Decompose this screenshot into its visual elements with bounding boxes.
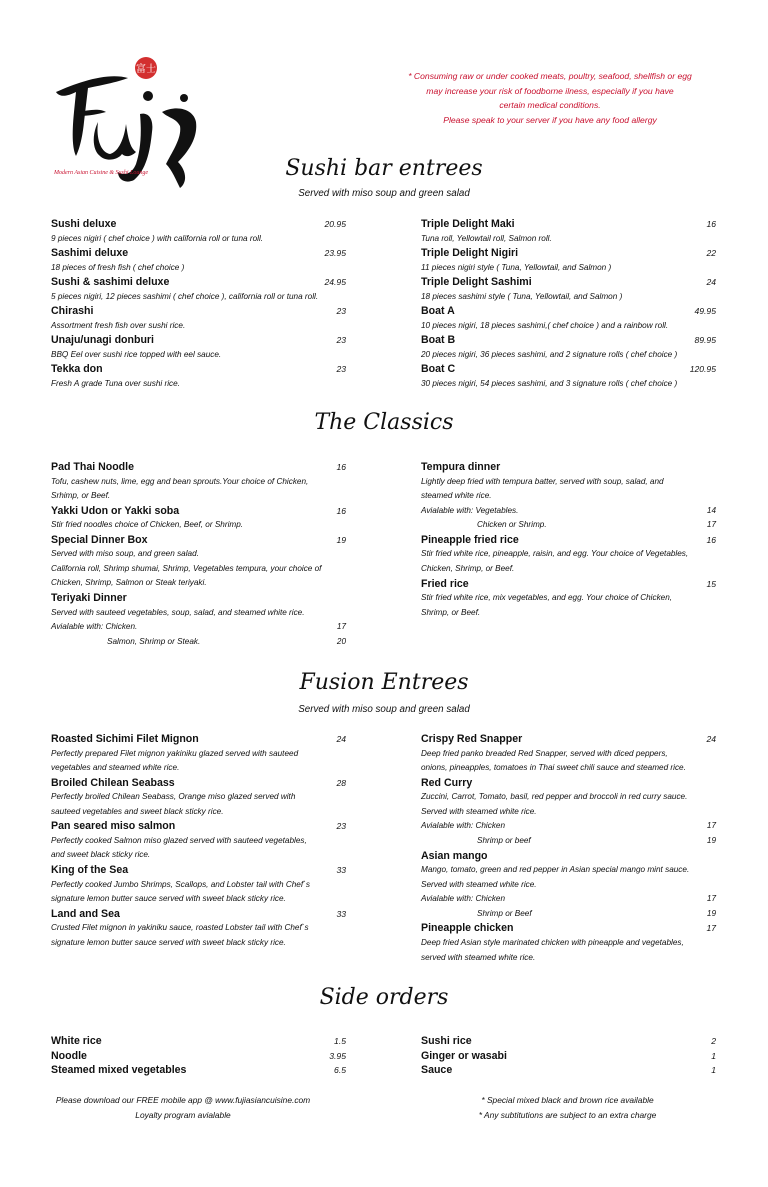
menu-item-price: 16	[706, 534, 716, 545]
menu-item	[421, 1049, 716, 1064]
menu-item-description: Chicken, Shrimp, Salmon or Steak teriyaki.	[51, 578, 207, 588]
menu-item	[421, 333, 716, 362]
menu-item-name: Sauce	[421, 1064, 453, 1076]
menu-item-option	[421, 819, 716, 834]
menu-item-option	[51, 635, 346, 650]
menu-item	[51, 460, 346, 504]
menu-item	[421, 732, 716, 776]
menu-item-description: Served with miso soup, and green salad.	[51, 549, 199, 559]
menu-item	[51, 362, 346, 391]
menu-item-option	[421, 518, 716, 533]
menu-item-description: Crusted Filet mignon in yakiniku sauce, roasted Lobster tail with Chef`s	[51, 923, 309, 933]
menu-item-name: Pineapple chicken	[421, 922, 514, 935]
menu-item	[51, 819, 346, 863]
fusion-right-column	[421, 732, 716, 965]
menu-item-description: BBQ Eel over sushi rice topped with eel sauce.	[51, 349, 222, 359]
menu-item-price: 23.95	[324, 248, 346, 259]
menu-item-description: California roll, Shrimp shumai, Shrimp, Vegetables tempura, your choice of	[51, 563, 322, 573]
allergy-warning	[405, 69, 695, 127]
footer-line: Loyalty program avialable	[135, 1110, 231, 1120]
menu-item	[51, 776, 346, 820]
footer-line: * Any subtitutions are subject to an extra charge	[478, 1110, 657, 1120]
menu-item	[421, 362, 716, 391]
menu-item-name: Teriyaki Dinner	[51, 592, 127, 605]
menu-item	[51, 217, 346, 246]
menu-item	[51, 533, 346, 591]
menu-item	[51, 504, 346, 533]
menu-item-name: Steamed mixed vegetables	[51, 1064, 187, 1076]
menu-item-price: 1	[711, 1065, 716, 1075]
menu-item-price: 6.5	[334, 1065, 346, 1075]
menu-item-price: 23	[336, 335, 346, 346]
option-label: Avialable with: Chicken	[421, 821, 506, 831]
option-price: 17	[336, 622, 346, 632]
option-price: 20	[336, 636, 346, 646]
section-subtitle-fusion: Served with miso soup and green salad	[298, 704, 470, 715]
menu-item	[51, 333, 346, 362]
menu-item	[421, 849, 716, 922]
menu-item-price: 120.95	[689, 364, 716, 375]
menu-item-price: 15	[706, 578, 716, 589]
menu-item-price: 33	[336, 908, 346, 919]
menu-item-name: Broiled Chilean Seabass	[51, 776, 175, 789]
warning-line: * Consuming raw or under cooked meats, poultry, seafood, shellfish or egg	[408, 71, 692, 81]
menu-item-description: Served with sauteed vegetables, soup, salad, and steamed white rice.	[51, 607, 305, 617]
menu-item	[51, 246, 346, 275]
option-price: 17	[706, 894, 716, 904]
menu-item	[51, 1049, 346, 1064]
menu-item-name: Boat B	[421, 334, 456, 347]
menu-item-name: Tekka don	[51, 363, 103, 376]
sides-left-column	[51, 1034, 346, 1078]
menu-item-description: Perfectly prepared Filet mignon yakiniku glazed served with sauteed	[51, 748, 299, 758]
option-price: 19	[706, 908, 716, 918]
menu-item-price: 22	[706, 248, 716, 259]
menu-item-description: steamed white rice.	[421, 491, 492, 501]
menu-item-price: 3.95	[329, 1050, 346, 1061]
menu-item	[421, 304, 716, 333]
section-title-classics: The Classics	[314, 410, 454, 435]
menu-item-price: 23	[336, 821, 346, 832]
option-label: Avialable with: Chicken	[421, 894, 506, 904]
menu-item-description: 11 pieces nigiri style ( Tuna, Yellowtail, and Salmon )	[421, 262, 612, 272]
menu-item-description: 30 pieces nigiri, 54 pieces sashimi, and 3 signature rolls ( chef choice )	[421, 378, 678, 388]
menu-item-description: 5 pieces nigiri, 12 pieces sashimi ( chef choice ), california roll or tuna roll.	[51, 291, 319, 301]
menu-item	[421, 246, 716, 275]
menu-item-name: Land and Sea	[51, 907, 120, 920]
menu-item-option	[421, 504, 716, 519]
sushi-bar-left-column	[51, 217, 346, 392]
menu-item-price: 28	[336, 777, 346, 788]
option-label: Avialable with: Chicken.	[51, 622, 138, 632]
menu-item-description: 9 pieces nigiri ( chef choice ) with california roll or tuna roll.	[51, 233, 264, 243]
menu-item-price: 33	[336, 865, 346, 876]
menu-item	[51, 304, 346, 333]
menu-item-description: and sweet black sticky rice.	[51, 850, 151, 860]
menu-item-description: 18 pieces of fresh fish ( chef choice )	[51, 262, 185, 272]
menu-item-name: Boat A	[421, 305, 455, 318]
menu-item	[421, 921, 716, 965]
option-label: Chicken or Shrimp.	[477, 520, 547, 530]
footer-app-note	[40, 1093, 326, 1123]
menu-item-name: Triple Delight Sashimi	[421, 276, 532, 289]
warning-line: certain medical conditions.	[499, 100, 601, 110]
classics-left-column	[51, 460, 346, 649]
menu-item-description: Served with steamed white rice.	[421, 806, 537, 816]
section-title-sushi-bar: Sushi bar entrees	[285, 156, 483, 181]
menu-item-price: 89.95	[694, 335, 716, 346]
menu-item-name: Sushi deluxe	[51, 218, 117, 230]
menu-item-description: 20 pieces nigiri, 36 pieces sashimi, and 2 signature rolls ( chef choice )	[421, 349, 678, 359]
menu-item	[421, 460, 716, 533]
menu-item-name: Yakki Udon or Yakki soba	[51, 504, 180, 517]
menu-item-name: Triple Delight Nigiri	[421, 247, 519, 260]
menu-item-name: Noodle	[51, 1049, 87, 1062]
menu-item-name: Ginger or wasabi	[421, 1049, 507, 1062]
menu-item-description: Stir fried white rice, pineapple, raisin, and egg. Your choice of Vegetables,	[421, 549, 689, 559]
menu-item-name: Special Dinner Box	[51, 533, 148, 546]
menu-item-description: signature lemon butter sauce served with sweet black sticky rice.	[51, 894, 286, 904]
menu-item-option	[421, 907, 716, 922]
menu-item-description: Chicken, Shrimp, or Beef.	[421, 563, 515, 573]
svg-text:富士: 富士	[136, 64, 156, 75]
option-label: Avialable with: Vegetables.	[421, 505, 519, 515]
section-title-sides: Side orders	[319, 985, 449, 1010]
menu-item-description: Shrimp, or Beef.	[421, 607, 481, 617]
footer-rice-note	[425, 1093, 710, 1123]
menu-item-price: 49.95	[694, 306, 716, 317]
menu-item-name: White rice	[51, 1035, 102, 1047]
menu-item-name: Pad Thai Noodle	[51, 461, 134, 473]
menu-item-option	[51, 620, 346, 635]
option-price: 19	[706, 835, 716, 845]
section-title-fusion: Fusion Entrees	[299, 670, 469, 695]
menu-item-description: Perfectly broiled Chilean Seabass, Orange miso glazed served with	[51, 792, 296, 802]
menu-item-description: Stir fried white rice, mix vegetables, and egg. Your choice of Chicken,	[421, 593, 673, 603]
menu-item-price: 20.95	[324, 219, 346, 229]
footer-line: Please download our FREE mobile app @ www.fujiasiancuisine.com	[55, 1095, 311, 1105]
menu-item-name: Pan seared miso salmon	[51, 820, 176, 833]
menu-item-price: 24.95	[324, 277, 346, 288]
menu-item	[51, 907, 346, 951]
menu-item-price: 24	[706, 734, 716, 744]
sides-right-column	[421, 1034, 716, 1078]
menu-item-description: Assortment fresh fish over sushi rice.	[51, 320, 186, 330]
menu-item	[421, 275, 716, 304]
menu-item-description: 18 pieces sashimi style ( Tuna, Yellowtail, and Salmon )	[421, 291, 623, 301]
menu-item	[51, 732, 346, 776]
menu-item	[421, 533, 716, 577]
menu-item-description: Deep fried panko breaded Red Snapper, served with diced peppers,	[421, 748, 668, 758]
menu-item-price: 24	[336, 734, 346, 744]
option-label: Salmon, Shrimp or Steak.	[107, 636, 201, 646]
menu-item	[421, 1063, 716, 1078]
menu-item-name: King of the Sea	[51, 864, 129, 877]
menu-item-description: signature lemon butter sauce served with sweet black sticky rice.	[51, 937, 286, 947]
menu-item-price: 16	[336, 505, 346, 516]
menu-item-description: onions, pineapples, tomatoes in Thai sweet chili sauce and steamed rice.	[421, 763, 686, 773]
menu-item	[421, 776, 716, 849]
menu-item-name: Roasted Sichimi Filet Mignon	[51, 733, 199, 745]
option-label: Shrimp or Beef	[477, 908, 532, 918]
menu-item-name: Sashimi deluxe	[51, 247, 129, 260]
menu-item-option	[421, 834, 716, 849]
menu-item-name: Red Curry	[421, 776, 473, 789]
warning-line: may increase your risk of foodborne ilness, especially if you have	[426, 85, 674, 96]
menu-item	[421, 1034, 716, 1049]
menu-item-name: Pineapple fried rice	[421, 533, 519, 546]
menu-item-description: Tuna roll, Yellowtail roll, Salmon roll.	[421, 233, 552, 243]
menu-item-description: Deep fried Asian style marinated chicken with pineapple and vegetables,	[421, 937, 684, 947]
menu-item-price: 24	[706, 277, 716, 288]
menu-item-name: Boat C	[421, 363, 456, 376]
menu-item-description: Tofu, cashew nuts, lime, egg and bean sprouts.Your choice of Chicken,	[51, 476, 309, 486]
menu-item-name: Sushi & sashimi deluxe	[51, 276, 170, 289]
menu-item	[51, 275, 346, 304]
menu-item-description: vegetables and steamed white rice.	[51, 763, 180, 773]
menu-item-price: 16	[336, 462, 346, 472]
svg-text:Modern Asian Cuisine & Sushi L: Modern Asian Cuisine & Sushi Lounge	[54, 170, 149, 176]
menu-item-description: Mango, tomato, green and red pepper in Asian special mango mint sauce.	[421, 865, 690, 875]
menu-item-description: sauteed vegetables and sweet black sticky rice.	[51, 806, 224, 816]
menu-item	[51, 1034, 346, 1049]
menu-item-description: 10 pieces nigiri, 18 pieces sashimi,( chef choice ) and a rainbow roll.	[421, 320, 669, 330]
menu-item-description: Srhimp, or Beef.	[51, 491, 111, 501]
menu-item-name: Crispy Red Snapper	[421, 733, 523, 745]
menu-item-name: Tempura dinner	[421, 461, 501, 473]
menu-item-price: 2	[711, 1036, 716, 1046]
menu-item	[51, 863, 346, 907]
menu-item-name: Fried rice	[421, 577, 469, 590]
menu-item-name: Triple Delight Maki	[421, 218, 515, 230]
classics-right-column	[421, 460, 716, 620]
menu-item	[421, 577, 716, 621]
menu-item-price: 1.5	[334, 1036, 346, 1046]
option-price: 14	[706, 505, 716, 515]
menu-item	[421, 217, 716, 246]
option-label: Shrimp or beef	[477, 835, 531, 845]
menu-item-name: Asian mango	[421, 849, 488, 862]
menu-item-description: Fresh A grade Tuna over sushi rice.	[51, 378, 180, 388]
menu-item-price: 1	[711, 1050, 716, 1061]
menu-item-description: Stir fried noodles choice of Chicken, Beef, or Shrimp.	[51, 520, 244, 530]
menu-item-description: Lightly deep fried with tempura batter, served with soup, salad, and	[421, 476, 664, 486]
menu-item	[51, 591, 346, 649]
option-price: 17	[706, 821, 716, 831]
menu-item-price: 16	[706, 219, 716, 229]
menu-item-description: served with steamed white rice.	[421, 952, 536, 962]
option-price: 17	[706, 520, 716, 530]
menu-item-description: Served with steamed white rice.	[421, 879, 537, 889]
menu-item-name: Sushi rice	[421, 1035, 472, 1047]
menu-item-price: 23	[336, 306, 346, 317]
fusion-left-column	[51, 732, 346, 950]
menu-item-price: 17	[706, 923, 716, 934]
menu-item-price: 19	[336, 534, 346, 545]
menu-item-name: Chirashi	[51, 305, 94, 318]
menu-item-description: Perfectly cooked Salmon miso glazed served with sauteed vegetables,	[51, 835, 307, 845]
section-subtitle-sushi-bar: Served with miso soup and green salad	[298, 188, 470, 199]
footer-line: * Special mixed black and brown rice available	[481, 1095, 654, 1105]
warning-line: Please speak to your server if you have any food allergy	[443, 114, 657, 125]
menu-item-price: 23	[336, 364, 346, 375]
menu-item	[51, 1063, 346, 1078]
sushi-bar-right-column	[421, 217, 716, 392]
menu-item-name: Unaju/unagi donburi	[51, 334, 154, 347]
menu-item-option	[421, 892, 716, 907]
menu-item-description: Zuccini, Carrot, Tomato, basil, red pepper and broccoli in red curry sauce.	[421, 792, 688, 802]
menu-item-description: Perfectly cooked Jumbo Shrimps, Scallops, and Lobster tail with Chef`s	[51, 879, 310, 889]
